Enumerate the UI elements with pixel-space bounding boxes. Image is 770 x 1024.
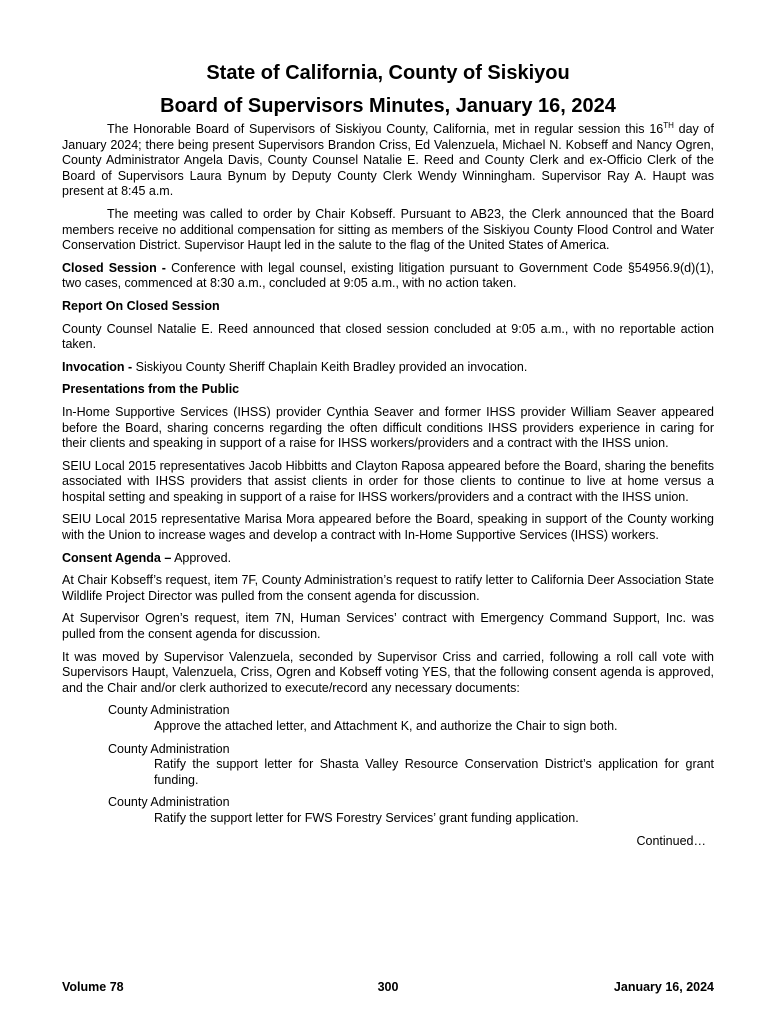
consent-item-description: Ratify the support letter for Shasta Valley Resource Conservation District’s application for grant funding. [154,757,714,787]
consent-item [62,703,714,734]
document-title: State of California, County of Siskiyou [206,62,570,84]
consent-motion-paragraph: It was moved by Supervisor Valenzuela, seconded by Supervisor Criss and carried, following a roll call vote with Supervisors Haupt, Valenzuela, Criss, Ogren and Kobseff voting YES, that the following consent agenda is approved, and the Chair and/or clerk authorized to execute/record any necessary documents: [62,649,714,695]
consent-item [62,795,714,826]
footer-date: January 16, 2024 [613,980,714,994]
consent-pulled-paragraph-1: At Chair Kobseff’s request, item 7F, County Administration’s request to ratify letter to California Deer Association State Wildlife Project Director was pulled from the consent agenda for discussion. [62,573,714,603]
invocation-label: Invocation - [62,359,133,374]
closed-session-label: Closed Session - [62,260,166,275]
presentation-paragraph-3: SEIU Local 2015 representative Marisa Mora appeared before the Board, speaking in support of the County working with the Union to increase wages and develop a contract with In-Home Supportive Services (IHSS) workers. [62,512,714,543]
consent-agenda-label: Consent Agenda – [62,550,172,565]
footer-page-number: 300 [377,980,399,994]
report-closed-session-heading: Report On Closed Session [62,298,220,313]
presentation-paragraph-1: In-Home Supportive Services (IHSS) provider Cynthia Seaver and former IHSS provider William Seaver appeared before the Board, sharing concerns regarding the often difficult conditions IHSS providers experience in caring for their clients and speaking in support of a raise for IHSS workers/providers and a contract with the IHSS union. [62,404,714,451]
consent-item [62,742,714,789]
minutes-body [62,60,714,849]
consent-item-department: County Administration [108,795,230,810]
intro-paragraph: The Honorable Board of Supervisors of Siskiyou County, California, met in regular session this 16TH day of January 2024; there being present Supervisors Brandon Criss, Ed Valenzuela, Michael N. Kobseff and Nancy Ogren, County Administrator Angela Davis, County Counsel Natalie E. Reed and County Clerk and ex-Officio Clerk of the Board of Supervisors Laura Bynum by Deputy County Clerk Wendy Winningham. Supervisor Ray A. Haupt was present at 8:45 a.m. [62,120,714,199]
consent-item-description: Approve the attached letter, and Attachment K, and authorize the Chair to sign both. [154,719,618,733]
footer-volume: Volume 78 [62,980,124,994]
consent-item-department: County Administration [108,741,230,756]
consent-agenda-paragraph: Consent Agenda – Approved. [62,550,232,565]
ordinal-suffix: TH [663,120,674,130]
document-subtitle: Board of Supervisors Minutes, January 16, 2024 [160,95,616,117]
call-to-order-paragraph: The meeting was called to order by Chair Kobseff. Pursuant to AB23, the Clerk announced that the Board members receive no additional compensation for sitting as members of the Siskiyou County Flood Control and Water Conservation District. Supervisor Haupt led in the salute to the flag of the United States of America. [62,206,714,253]
closed-session-paragraph: Closed Session - Conference with legal counsel, existing litigation pursuant to Government Code §54956.9(d)(1), two cases, commenced at 8:30 a.m., concluded at 9:05 a.m., with no action taken. [62,260,714,291]
presentations-heading: Presentations from the Public [62,382,240,397]
consent-item-department: County Administration [108,703,230,718]
consent-item-description: Ratify the support letter for FWS Forestry Services’ grant funding application. [154,810,579,825]
consent-pulled-paragraph-2: At Supervisor Ogren’s request, item 7N, Human Services’ contract with Emergency Command Support, Inc. was pulled from the consent agenda for discussion. [62,611,714,642]
presentation-paragraph-2: SEIU Local 2015 representatives Jacob Hibbitts and Clayton Raposa appeared before the Board, sharing the benefits associated with IHSS providers that assist clients in order for those clients to continue to live at home versus a hospital setting and speaking in support of a raise for IHSS workers/providers and a contract with the IHSS union. [62,458,714,504]
report-closed-session-paragraph: County Counsel Natalie E. Reed announced that closed session concluded at 9:05 a.m., with no reportable action taken. [62,321,714,352]
continued-note: Continued… [636,833,706,848]
invocation-paragraph: Invocation - Siskiyou County Sheriff Chaplain Keith Bradley provided an invocation. [62,359,528,374]
page-footer [62,980,714,998]
